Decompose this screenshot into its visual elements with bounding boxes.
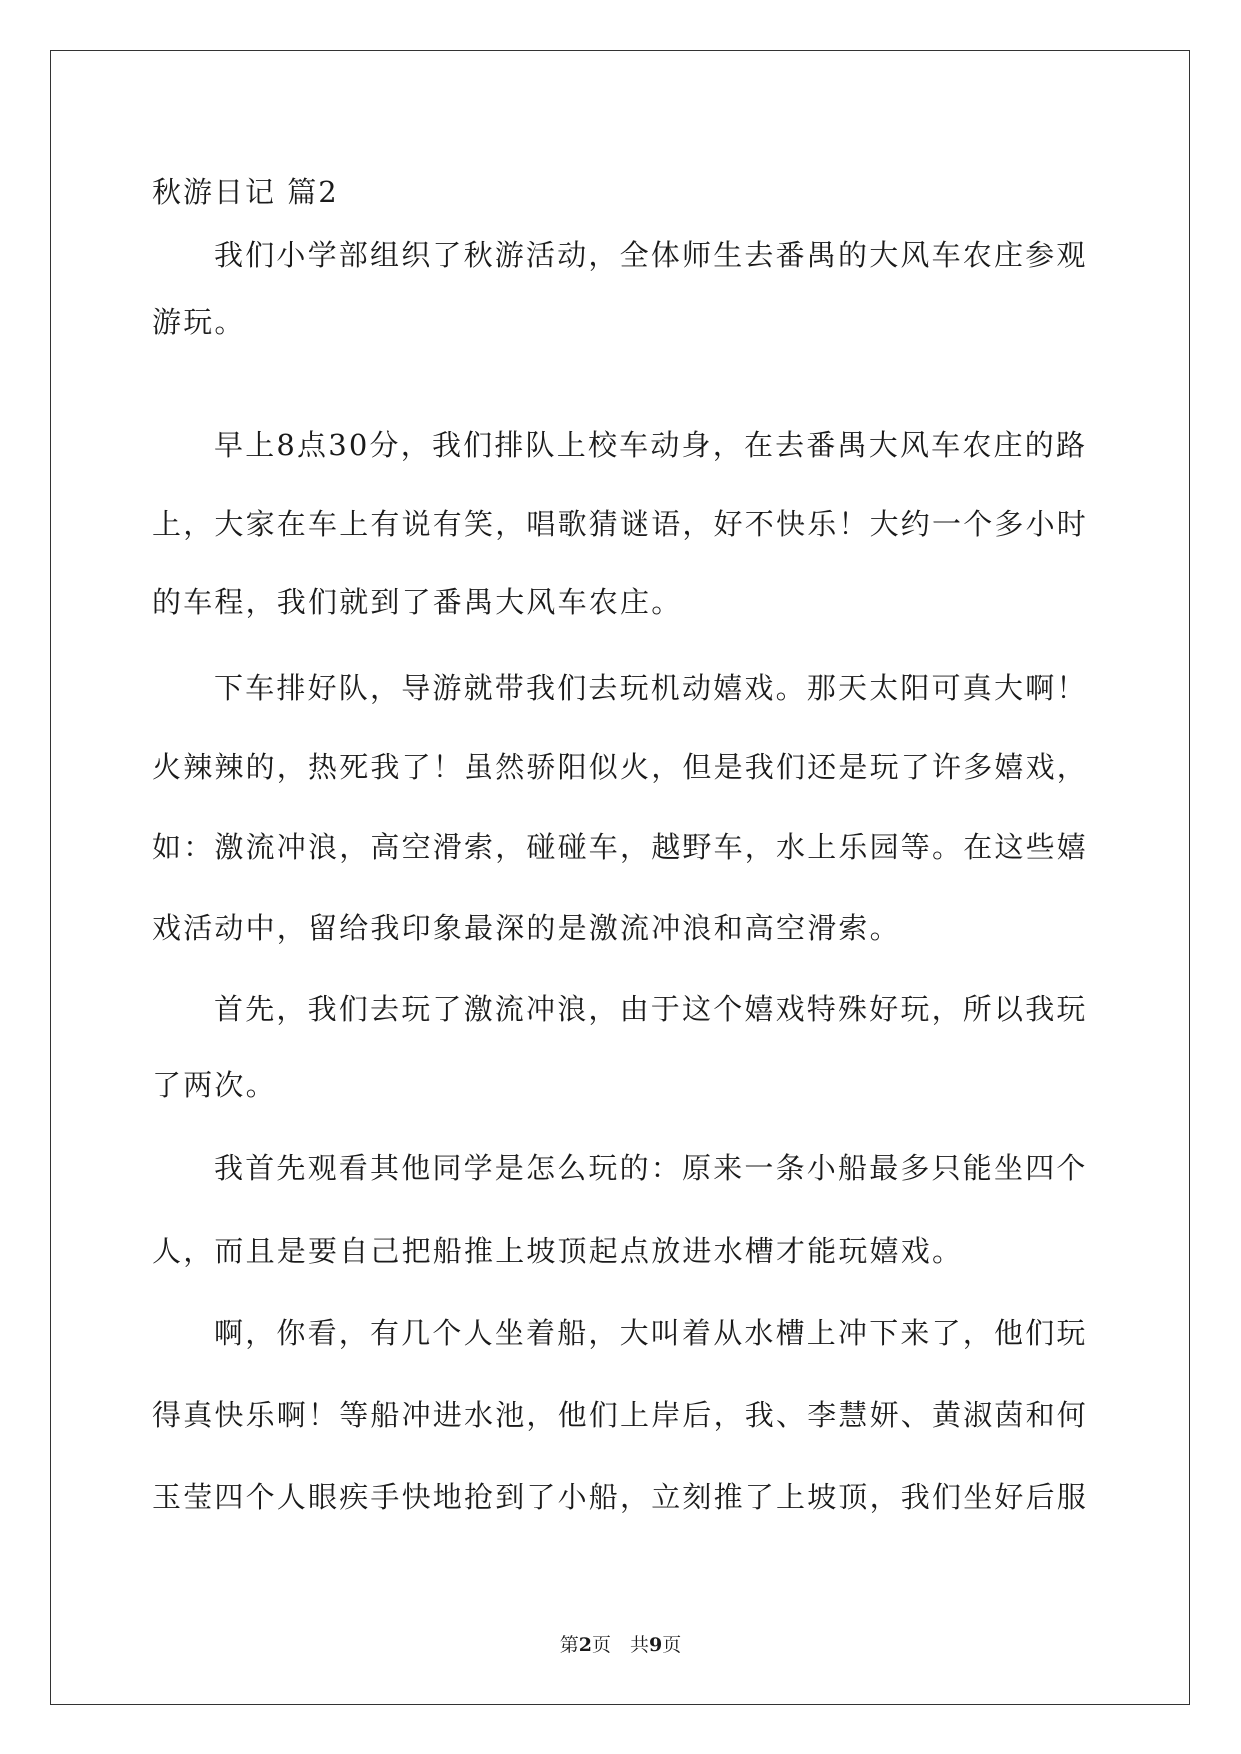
text-line: 得真快乐啊！等船冲进水池，他们上岸后，我、李慧妍、黄淑茵和何: [152, 1398, 1089, 1432]
text-line: 下车排好队，导游就带我们去玩机动嬉戏。那天太阳可真大啊！: [214, 671, 1088, 705]
footer-suffix: 页: [662, 1634, 682, 1656]
page-frame: [50, 50, 1190, 1705]
total-page-number: 9: [649, 1634, 663, 1656]
text-line: 首先，我们去玩了激流冲浪，由于这个嬉戏特殊好玩，所以我玩: [214, 992, 1088, 1026]
text-line: 上，大家在车上有说有笑，唱歌猜谜语，好不快乐！大约一个多小时: [152, 507, 1089, 541]
text-line: 戏活动中，留给我印象最深的是激流冲浪和高空滑索。: [152, 911, 901, 945]
text-line: 玉莹四个人眼疾手快地抢到了小船，立刻推了上坡顶，我们坐好后服: [152, 1480, 1089, 1514]
footer-prefix: 第: [559, 1634, 579, 1656]
text-line: 早上8点30分，我们排队上校车动身，在去番禺大风车农庄的路: [214, 428, 1088, 462]
current-page-number: 2: [578, 1634, 592, 1656]
text-line: 我们小学部组织了秋游活动，全体师生去番禺的大风车农庄参观: [214, 238, 1088, 272]
text-line: 的车程，我们就到了番禺大风车农庄。: [152, 585, 683, 619]
text-line: 如：激流冲浪，高空滑索，碰碰车，越野车，水上乐园等。在这些嬉: [152, 830, 1089, 864]
text-line: 游玩。: [152, 305, 246, 339]
text-line: 人，而且是要自己把船推上坡顶起点放进水槽才能玩嬉戏。: [152, 1234, 964, 1268]
text-line: 我首先观看其他同学是怎么玩的：原来一条小船最多只能坐四个: [214, 1151, 1088, 1185]
document-title: 秋游日记 篇2: [152, 175, 339, 209]
text-line: 了两次。: [152, 1068, 277, 1102]
text-line: 火辣辣的，热死我了！虽然骄阳似火，但是我们还是玩了许多嬉戏，: [152, 750, 1089, 784]
page-footer: [0, 1630, 1241, 1657]
text-line: 啊，你看，有几个人坐着船，大叫着从水槽上冲下来了，他们玩: [214, 1316, 1088, 1350]
footer-mid: 页 共: [591, 1634, 649, 1656]
